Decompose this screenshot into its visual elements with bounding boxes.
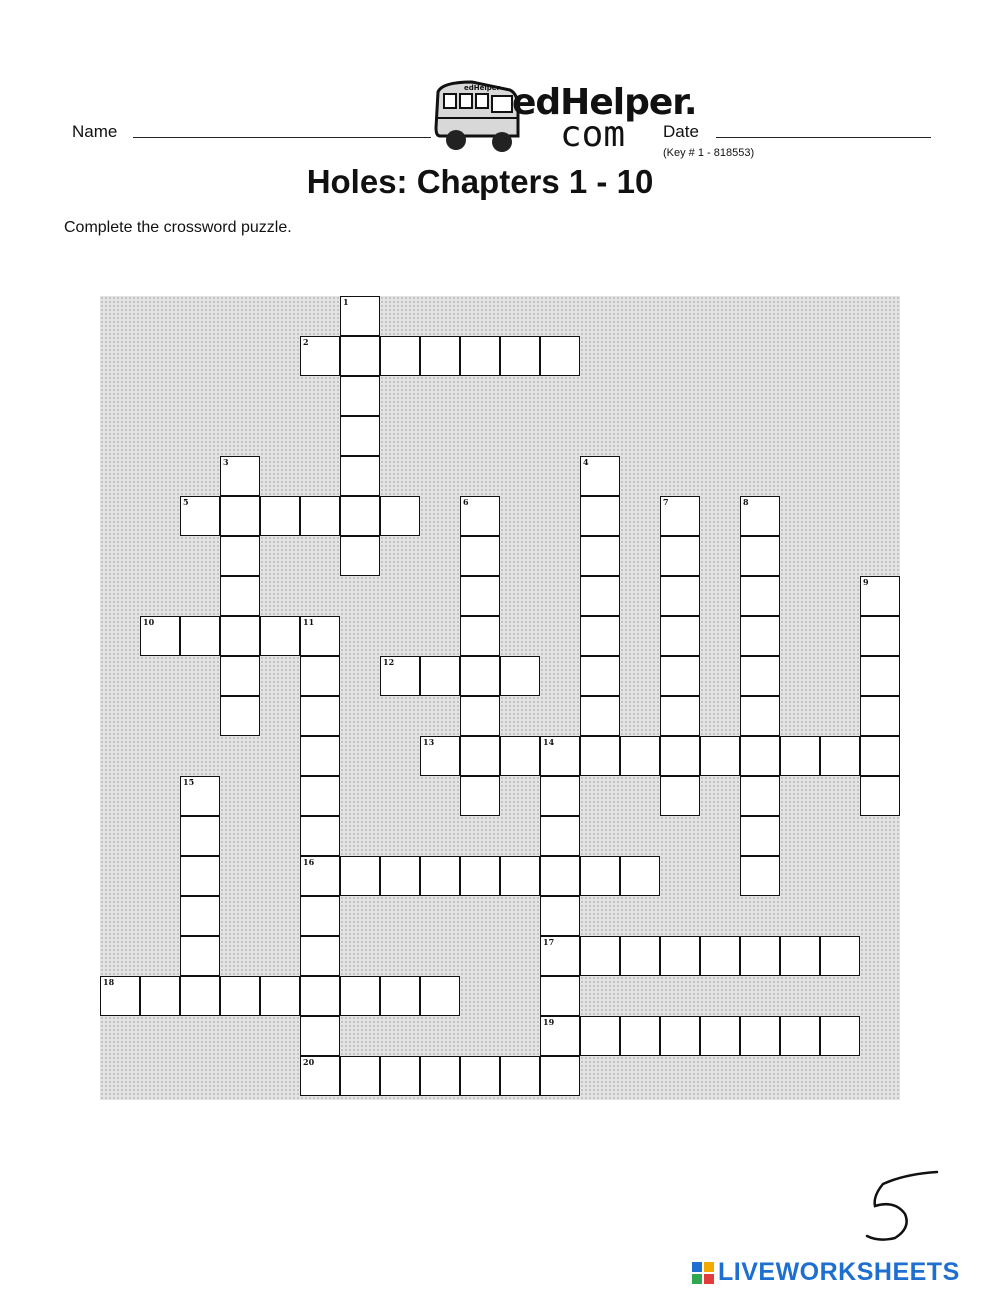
instructions: Complete the crossword puzzle. (64, 219, 292, 236)
clue-number: 1 (343, 297, 349, 307)
crossword-cell[interactable] (380, 976, 420, 1016)
crossword-cell[interactable] (340, 976, 380, 1016)
crossword-cell[interactable] (660, 656, 700, 696)
crossword-cell[interactable] (100, 976, 140, 1016)
crossword-cell[interactable] (820, 1016, 860, 1056)
crossword-cell[interactable] (820, 936, 860, 976)
crossword-cell[interactable] (420, 336, 460, 376)
clue-number: 8 (743, 497, 749, 507)
crossword-cell[interactable] (300, 856, 340, 896)
crossword-cell[interactable] (340, 456, 380, 496)
svg-text:edHelper: edHelper (464, 84, 500, 92)
crossword-cell[interactable] (300, 1056, 340, 1096)
crossword-cell[interactable] (420, 976, 460, 1016)
answer-key-id: (Key # 1 - 818553) (663, 147, 755, 159)
crossword-cell[interactable] (780, 736, 820, 776)
crossword-cell[interactable] (580, 616, 620, 656)
crossword-cell[interactable] (460, 776, 500, 816)
crossword-cell[interactable] (180, 976, 220, 1016)
crossword-cell[interactable] (580, 936, 620, 976)
date-label: Date (663, 122, 699, 141)
crossword-cell[interactable] (300, 1016, 340, 1056)
crossword-cell[interactable] (460, 1056, 500, 1096)
crossword-cell[interactable] (340, 496, 380, 536)
crossword-cell[interactable] (420, 656, 460, 696)
crossword-cell[interactable] (580, 736, 620, 776)
crossword-cell[interactable] (660, 1016, 700, 1056)
crossword-cell[interactable] (540, 976, 580, 1016)
liveworksheets-wordmark: LIVEWORKSHEETS (718, 1258, 960, 1286)
clue-number: 10 (143, 617, 155, 627)
clue-number: 13 (423, 737, 435, 747)
crossword-cell[interactable] (740, 576, 780, 616)
crossword-cell[interactable] (300, 496, 340, 536)
clue-number: 18 (103, 977, 115, 987)
crossword-cell[interactable] (580, 456, 620, 496)
crossword-cell[interactable] (340, 416, 380, 456)
crossword-cell[interactable] (740, 496, 780, 536)
clue-number: 4 (583, 457, 589, 467)
crossword-cell[interactable] (660, 536, 700, 576)
crossword-cell[interactable] (660, 776, 700, 816)
crossword-cell[interactable] (740, 936, 780, 976)
name-label: Name (72, 122, 118, 141)
page-title: Holes: Chapters 1 - 10 (306, 163, 654, 200)
crossword-cell[interactable] (180, 496, 220, 536)
liveworksheets-icon (692, 1262, 714, 1284)
crossword-cell[interactable] (660, 496, 700, 536)
clue-number: 5 (183, 497, 189, 507)
crossword-cell[interactable] (180, 816, 220, 856)
clue-number: 3 (223, 457, 229, 467)
crossword-cell[interactable] (660, 616, 700, 656)
crossword-cell[interactable] (340, 536, 380, 576)
clue-number: 20 (303, 1057, 315, 1067)
crossword-cell[interactable] (580, 536, 620, 576)
crossword-cell[interactable] (500, 336, 540, 376)
crossword-cell[interactable] (860, 656, 900, 696)
crossword-cell[interactable] (300, 336, 340, 376)
crossword-cell[interactable] (620, 736, 660, 776)
crossword-cell[interactable] (860, 776, 900, 816)
crossword-cell[interactable] (460, 336, 500, 376)
crossword-cell[interactable] (140, 976, 180, 1016)
crossword-cell[interactable] (460, 856, 500, 896)
logo-wordmark: edHelper. (512, 82, 697, 123)
crossword-cell[interactable] (620, 936, 660, 976)
crossword-cell[interactable] (540, 896, 580, 936)
crossword-cell[interactable] (740, 736, 780, 776)
crossword-cell[interactable] (300, 936, 340, 976)
crossword-cell[interactable] (540, 736, 580, 776)
crossword-cell[interactable] (700, 936, 740, 976)
crossword-cell[interactable] (740, 616, 780, 656)
crossword-cell[interactable] (580, 1016, 620, 1056)
svg-text:5: 5 (855, 1166, 856, 1167)
crossword-cell[interactable] (780, 936, 820, 976)
crossword-cell[interactable] (660, 736, 700, 776)
crossword-cell[interactable] (180, 936, 220, 976)
crossword-cell[interactable] (780, 1016, 820, 1056)
clue-number: 2 (303, 337, 309, 347)
crossword-cell[interactable] (220, 536, 260, 576)
clue-number: 6 (463, 497, 469, 507)
crossword-cell[interactable] (660, 936, 700, 976)
crossword-cell[interactable] (540, 856, 580, 896)
clue-number: 17 (543, 937, 555, 947)
crossword-cell[interactable] (260, 496, 300, 536)
crossword-cell[interactable] (460, 496, 500, 536)
clue-number: 11 (303, 617, 315, 627)
crossword-cell[interactable] (380, 656, 420, 696)
crossword-cell[interactable] (820, 736, 860, 776)
clue-number: 9 (863, 577, 869, 587)
clue-number: 7 (663, 497, 669, 507)
crossword-cell[interactable] (740, 856, 780, 896)
crossword-cell[interactable] (860, 616, 900, 656)
crossword-cell[interactable] (620, 856, 660, 896)
crossword-cell[interactable] (260, 616, 300, 656)
date-input-line[interactable] (716, 137, 931, 138)
clue-number: 15 (183, 777, 195, 787)
crossword-cell[interactable] (740, 776, 780, 816)
crossword-cell[interactable] (500, 736, 540, 776)
crossword-cell[interactable] (740, 816, 780, 856)
crossword-cell[interactable] (660, 576, 700, 616)
crossword-cell[interactable] (740, 656, 780, 696)
crossword-cell[interactable] (180, 856, 220, 896)
crossword-cell[interactable] (580, 576, 620, 616)
crossword-cell[interactable] (340, 376, 380, 416)
crossword-cell[interactable] (860, 736, 900, 776)
crossword-cell[interactable] (540, 776, 580, 816)
crossword-cell[interactable] (700, 736, 740, 776)
crossword-cell[interactable] (300, 616, 340, 656)
crossword-cell[interactable] (660, 696, 700, 736)
crossword-cell[interactable] (540, 816, 580, 856)
crossword-cell[interactable] (540, 1056, 580, 1096)
clue-number: 19 (543, 1017, 555, 1027)
crossword-cell[interactable] (460, 736, 500, 776)
crossword-cell[interactable] (860, 576, 900, 616)
crossword-cell[interactable] (300, 696, 340, 736)
crossword-cell[interactable] (380, 496, 420, 536)
crossword-cell[interactable] (580, 656, 620, 696)
school-bus-icon (432, 78, 522, 160)
crossword-cell[interactable] (220, 656, 260, 696)
crossword-cell[interactable] (580, 856, 620, 896)
crossword-cell[interactable] (860, 696, 900, 736)
handwritten-mark (855, 1166, 945, 1246)
crossword-cell[interactable] (460, 616, 500, 656)
crossword-cell[interactable] (340, 336, 380, 376)
crossword-cell[interactable] (380, 856, 420, 896)
crossword-cell[interactable] (740, 696, 780, 736)
crossword-cell[interactable] (380, 1056, 420, 1096)
name-input-line[interactable] (133, 137, 431, 138)
crossword-cell[interactable] (740, 536, 780, 576)
crossword-cell[interactable] (220, 696, 260, 736)
crossword-cell[interactable] (580, 696, 620, 736)
crossword-cell[interactable] (540, 936, 580, 976)
crossword-cell[interactable] (220, 496, 260, 536)
crossword-cell[interactable] (300, 896, 340, 936)
crossword-cell[interactable] (420, 856, 460, 896)
crossword-cell[interactable] (500, 856, 540, 896)
crossword-cell[interactable] (460, 656, 500, 696)
crossword-cell[interactable] (300, 736, 340, 776)
clue-number: 14 (543, 737, 555, 747)
clue-number: 16 (303, 857, 315, 867)
crossword-cell[interactable] (460, 696, 500, 736)
crossword-cell[interactable] (540, 336, 580, 376)
crossword-cell[interactable] (220, 616, 260, 656)
crossword-cell[interactable] (620, 1016, 660, 1056)
crossword-cell[interactable] (500, 1056, 540, 1096)
crossword-cell[interactable] (220, 576, 260, 616)
crossword-cell[interactable] (300, 776, 340, 816)
crossword-cell[interactable] (740, 1016, 780, 1056)
crossword-grid (100, 296, 900, 1100)
crossword-cell[interactable] (460, 536, 500, 576)
crossword-cell[interactable] (580, 496, 620, 536)
crossword-cell[interactable] (460, 576, 500, 616)
crossword-cell[interactable] (180, 776, 220, 816)
crossword-cell[interactable] (220, 456, 260, 496)
crossword-cell[interactable] (140, 616, 180, 656)
crossword-cell[interactable] (700, 1016, 740, 1056)
crossword-cell[interactable] (340, 296, 380, 336)
crossword-cell[interactable] (180, 616, 220, 656)
crossword-cell[interactable] (380, 336, 420, 376)
crossword-cell[interactable] (340, 856, 380, 896)
crossword-cell[interactable] (500, 656, 540, 696)
crossword-cell[interactable] (300, 976, 340, 1016)
crossword-cell[interactable] (420, 736, 460, 776)
crossword-cell[interactable] (540, 1016, 580, 1056)
crossword-cell[interactable] (420, 1056, 460, 1096)
crossword-cell[interactable] (180, 896, 220, 936)
clue-number: 12 (383, 657, 395, 667)
crossword-cell[interactable] (260, 976, 300, 1016)
logo-com: com (560, 114, 626, 155)
crossword-cell[interactable] (340, 1056, 380, 1096)
crossword-cell[interactable] (300, 816, 340, 856)
crossword-cell[interactable] (300, 656, 340, 696)
crossword-cell[interactable] (220, 976, 260, 1016)
